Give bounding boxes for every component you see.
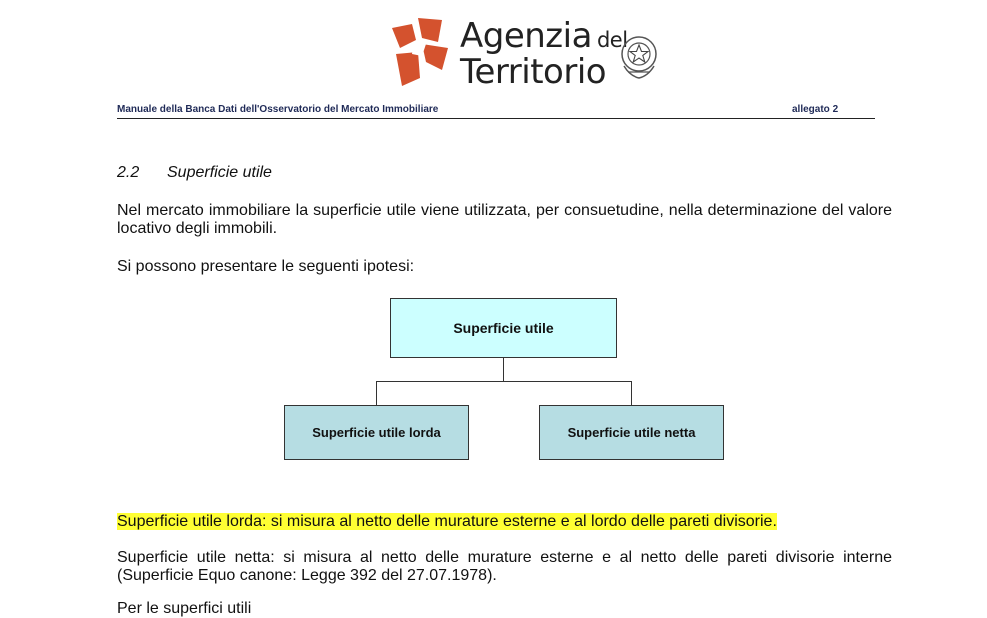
republic-emblem-icon	[618, 32, 660, 80]
logo-word-agenzia: Agenzia	[460, 16, 592, 56]
diagram-root-box: Superficie utile	[390, 298, 617, 358]
connector-horizontal	[376, 381, 631, 382]
logo-wordmark-line2: Territorio	[460, 52, 607, 92]
connector-vertical-left	[376, 381, 377, 405]
intro-paragraph: Nel mercato immobiliare la superficie utile viene utilizzata, per consuetudine, nella determinazione del valore locativo degli immobili.	[117, 202, 892, 237]
document-header-title: Manuale della Banca Dati dell'Osservatorio del Mercato Immobiliare	[117, 104, 439, 115]
section-number: 2.2	[117, 164, 140, 181]
hypotheses-paragraph: Si possono presentare le seguenti ipotesi:	[117, 258, 415, 275]
connector-vertical-root	[503, 358, 504, 381]
cut-off-paragraph: Per le superfici utili	[117, 600, 252, 617]
document-header-attachment: allegato 2	[792, 104, 839, 115]
logo-word-del: del	[596, 28, 628, 52]
header-divider	[117, 118, 875, 119]
connector-vertical-right	[631, 381, 632, 405]
agency-logo-mark-icon	[392, 18, 450, 86]
netta-definition: Superficie utile netta: si misura al netto delle murature esterne e al netto delle pareti divisorie interne (Superficie Equo canone: Legge 392 del 27.07.1978).	[117, 549, 892, 584]
section-title: Superficie utile	[167, 164, 272, 181]
highlighted-text: Superficie utile lorda: si misura al netto delle murature esterne e al lordo delle pareti divisorie.	[117, 513, 777, 530]
logo-wordmark-line1	[460, 16, 628, 56]
diagram-child-box-lorda: Superficie utile lorda	[284, 405, 469, 460]
lorda-definition	[117, 513, 777, 531]
diagram-child-box-netta: Superficie utile netta	[539, 405, 724, 460]
